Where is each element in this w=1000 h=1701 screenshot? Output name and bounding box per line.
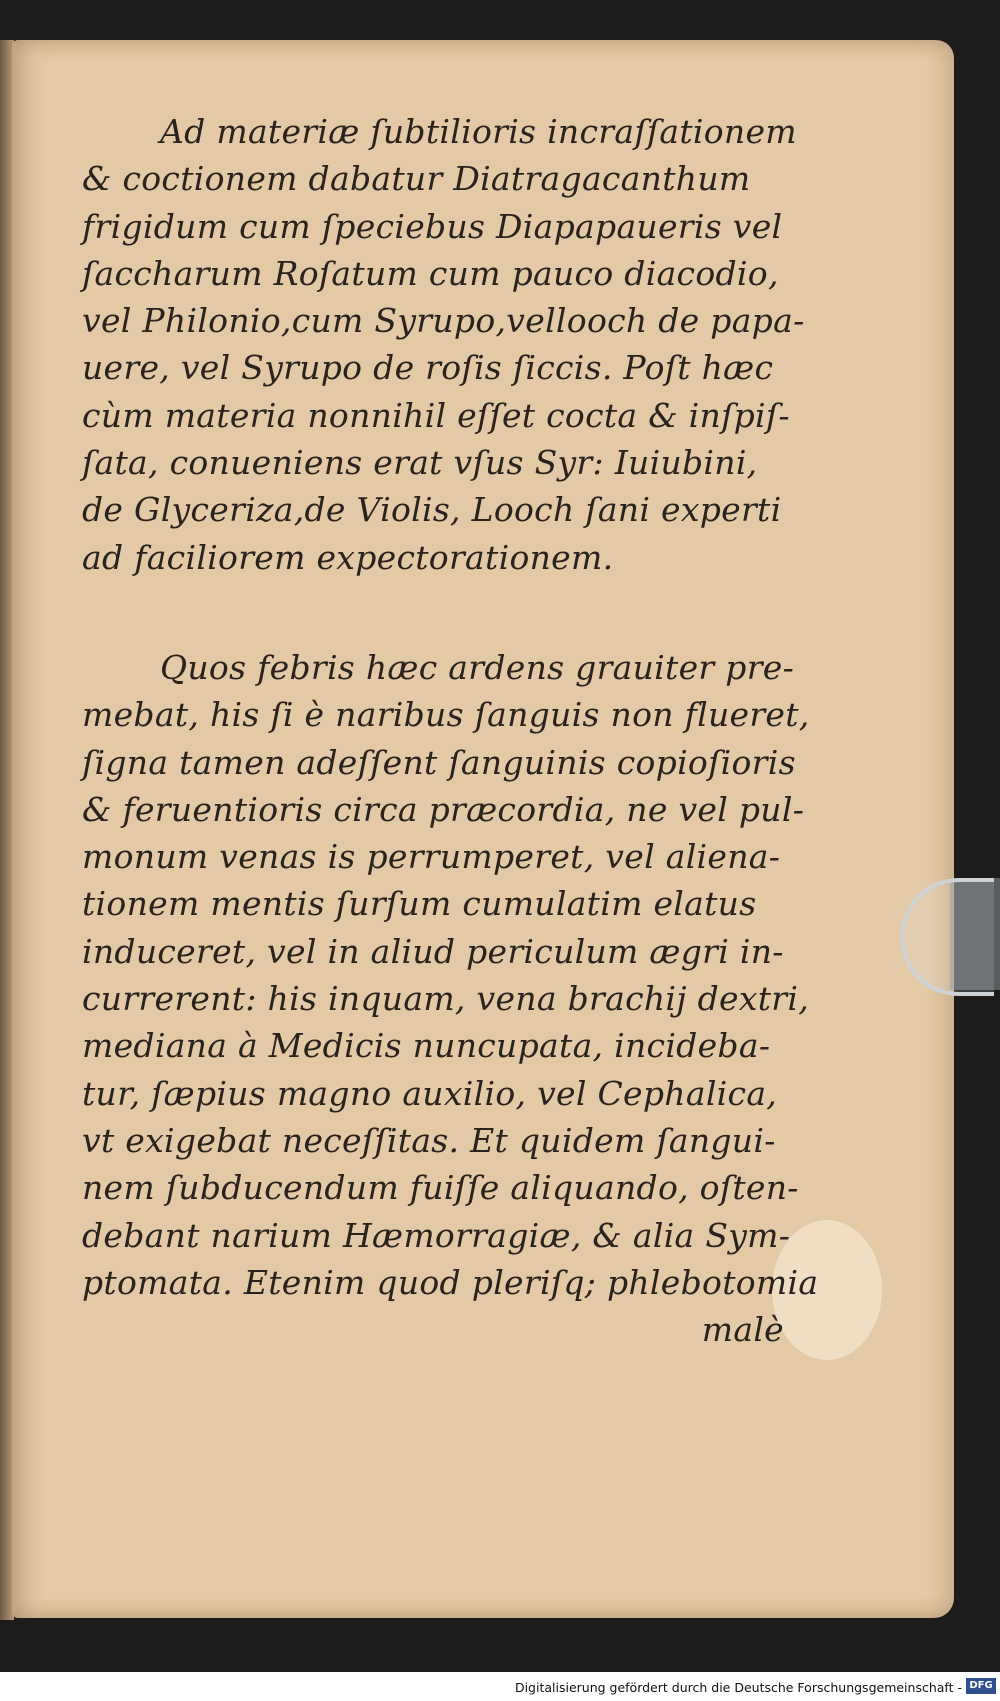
text-line: & feruentioris circa præcordia, ne vel pul- [82, 789, 805, 829]
text-line: frigidum cum ſpeciebus Diapapaueris vel [82, 206, 783, 246]
text-line: ad faciliorem expectorationem. [82, 537, 614, 577]
paragraph-1 [82, 108, 805, 581]
text-line: Ad materiæ ſubtilioris incraſſationem [160, 112, 797, 151]
text-line: Quos febris hæc ardens grauiter pre- [160, 647, 795, 687]
page-text [82, 108, 819, 1353]
text-line: vel Philonio,cum Syrupo,vellooch de papa- [82, 301, 805, 341]
paragraph-2 [82, 644, 819, 1353]
text-line: nem ſubducendum fuiſſe aliquando, oſten- [82, 1168, 799, 1208]
text-line: ſata, conueniens erat vſus Syr: Iuiubini, [82, 443, 758, 483]
text-line: tur, ſæpius magno auxilio, vel Cephalica, [82, 1073, 778, 1113]
text-line: mebat, his ſi è naribus ſanguis non flueret, [82, 695, 810, 735]
text-line: cùm materia nonnihil eſſet cocta & inſpiſ- [82, 395, 790, 435]
text-line: debant narium Hæmorragiæ, & alia Sym- [82, 1215, 791, 1255]
text-line: currerent: his inquam, vena brachij dextri, [82, 979, 810, 1019]
catchword: malè [701, 1310, 784, 1350]
text-line: induceret, vel in aliud periculum ægri in- [82, 931, 784, 971]
text-line: vt exigebat neceſſitas. Et quidem ſangui- [82, 1120, 776, 1160]
text-line: ſigna tamen adeſſent ſanguinis copioſioris [82, 742, 796, 782]
funding-credit: Digitalisierung gefördert durch die Deutsche Forschungsgemeinschaft - [514, 1680, 962, 1695]
text-line: ſaccharum Roſatum cum pauco diacodio, [82, 253, 779, 293]
text-line: ptomata. Etenim quod pleriſq; phlebotomia [82, 1262, 819, 1302]
footer-bar [0, 1672, 1000, 1701]
dfg-logo-icon: DFG [966, 1678, 996, 1694]
text-line: tionem mentis ſurſum cumulatim elatus [82, 884, 757, 924]
text-line: de Glyceriza,de Violis, Looch ſani experti [82, 490, 782, 530]
text-line: monum venas is perrumperet, vel aliena- [82, 837, 781, 877]
text-line: uere, vel Syrupo de roſis ſiccis. Poſt hæc [82, 348, 774, 388]
text-line: & coctionem dabatur Diatragacanthum [82, 159, 751, 199]
text-line: mediana à Medicis nuncupata, incideba- [82, 1026, 771, 1066]
